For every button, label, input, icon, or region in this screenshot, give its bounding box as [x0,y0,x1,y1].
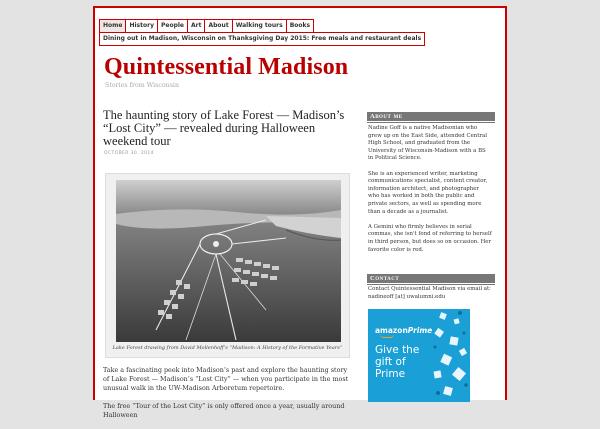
main-navigation [99,19,314,33]
nav-walking-tours[interactable]: Walking tours [232,19,286,33]
ad-headline: Give the gift of Prime [375,344,420,380]
contact-widget-text: Contact Quintessential Madison via email at: nadineoff [at] uwalumni.edu [368,286,491,300]
post-date: OCTOBER 30, 2014 [104,151,154,156]
post-paragraph: Take a fascinating peek into Madison’s past and explore the haunting story of Lake Forest — Madison’s “Lost City” — when you participate in the most unusual walk in the UW-Madison Arboretum repertoire. [103,366,349,392]
prime-wordmark: Prime [407,326,433,335]
featured-post-link[interactable]: Dining out in Madison, Wisconsin on Thanksgiving Day 2015: Free meals and restaurant deals [99,32,425,46]
amazon-smile-icon [380,334,394,338]
about-widget-text [368,125,492,262]
gift-decoration-icon [430,309,470,402]
about-paragraph: Nadine Goff is a native Madisonian who grew up on the East Side, attended Central High School, and graduated from the University of Wisconsin-Madison with a BS in Political Science. [368,125,487,162]
nav-books[interactable]: Books [286,19,314,33]
lake-forest-aerial-drawing[interactable] [116,180,341,342]
nav-home[interactable]: Home [99,19,125,33]
about-widget-title: About me [367,112,495,121]
amazon-prime-ad[interactable] [368,309,470,402]
contact-widget-title: Contact [367,274,495,283]
image-caption: Lake Forest drawing from David Mollenhoff’s “Madison: A History of the Formative Years” [112,345,343,351]
page-container [93,6,507,419]
site-tagline: Stories from Wisconsin [105,82,180,89]
nav-about[interactable]: About [204,19,231,33]
about-paragraph: She is an experienced writer, marketing communications specialist, content creator, information architect, and photographer who has worked in both the public and private sectors, as well as spending more than a decade as a journalist. [368,170,488,215]
nav-people[interactable]: People [157,19,187,33]
nav-history[interactable]: History [125,19,157,33]
post-image-figure [105,173,350,358]
nav-art[interactable]: Art [187,19,204,33]
site-title[interactable]: Quintessential Madison [104,54,349,80]
amazon-wordmark: amazon [375,326,408,335]
aerial-drawing-image [116,180,341,342]
post-body [103,366,353,429]
post-paragraph: The free “Tour of the Lost City” is only offered once a year, usually around Halloween [103,402,345,419]
post-title[interactable]: The haunting story of Lake Forest — Madison’s “Lost City” — revealed during Halloween weekend tour [103,108,345,148]
about-paragraph: A Gemini who firmly believes in serial commas, she isn't fond of referring to herself in third person, but does so on occasion. Her favorite color is red. [368,223,492,253]
